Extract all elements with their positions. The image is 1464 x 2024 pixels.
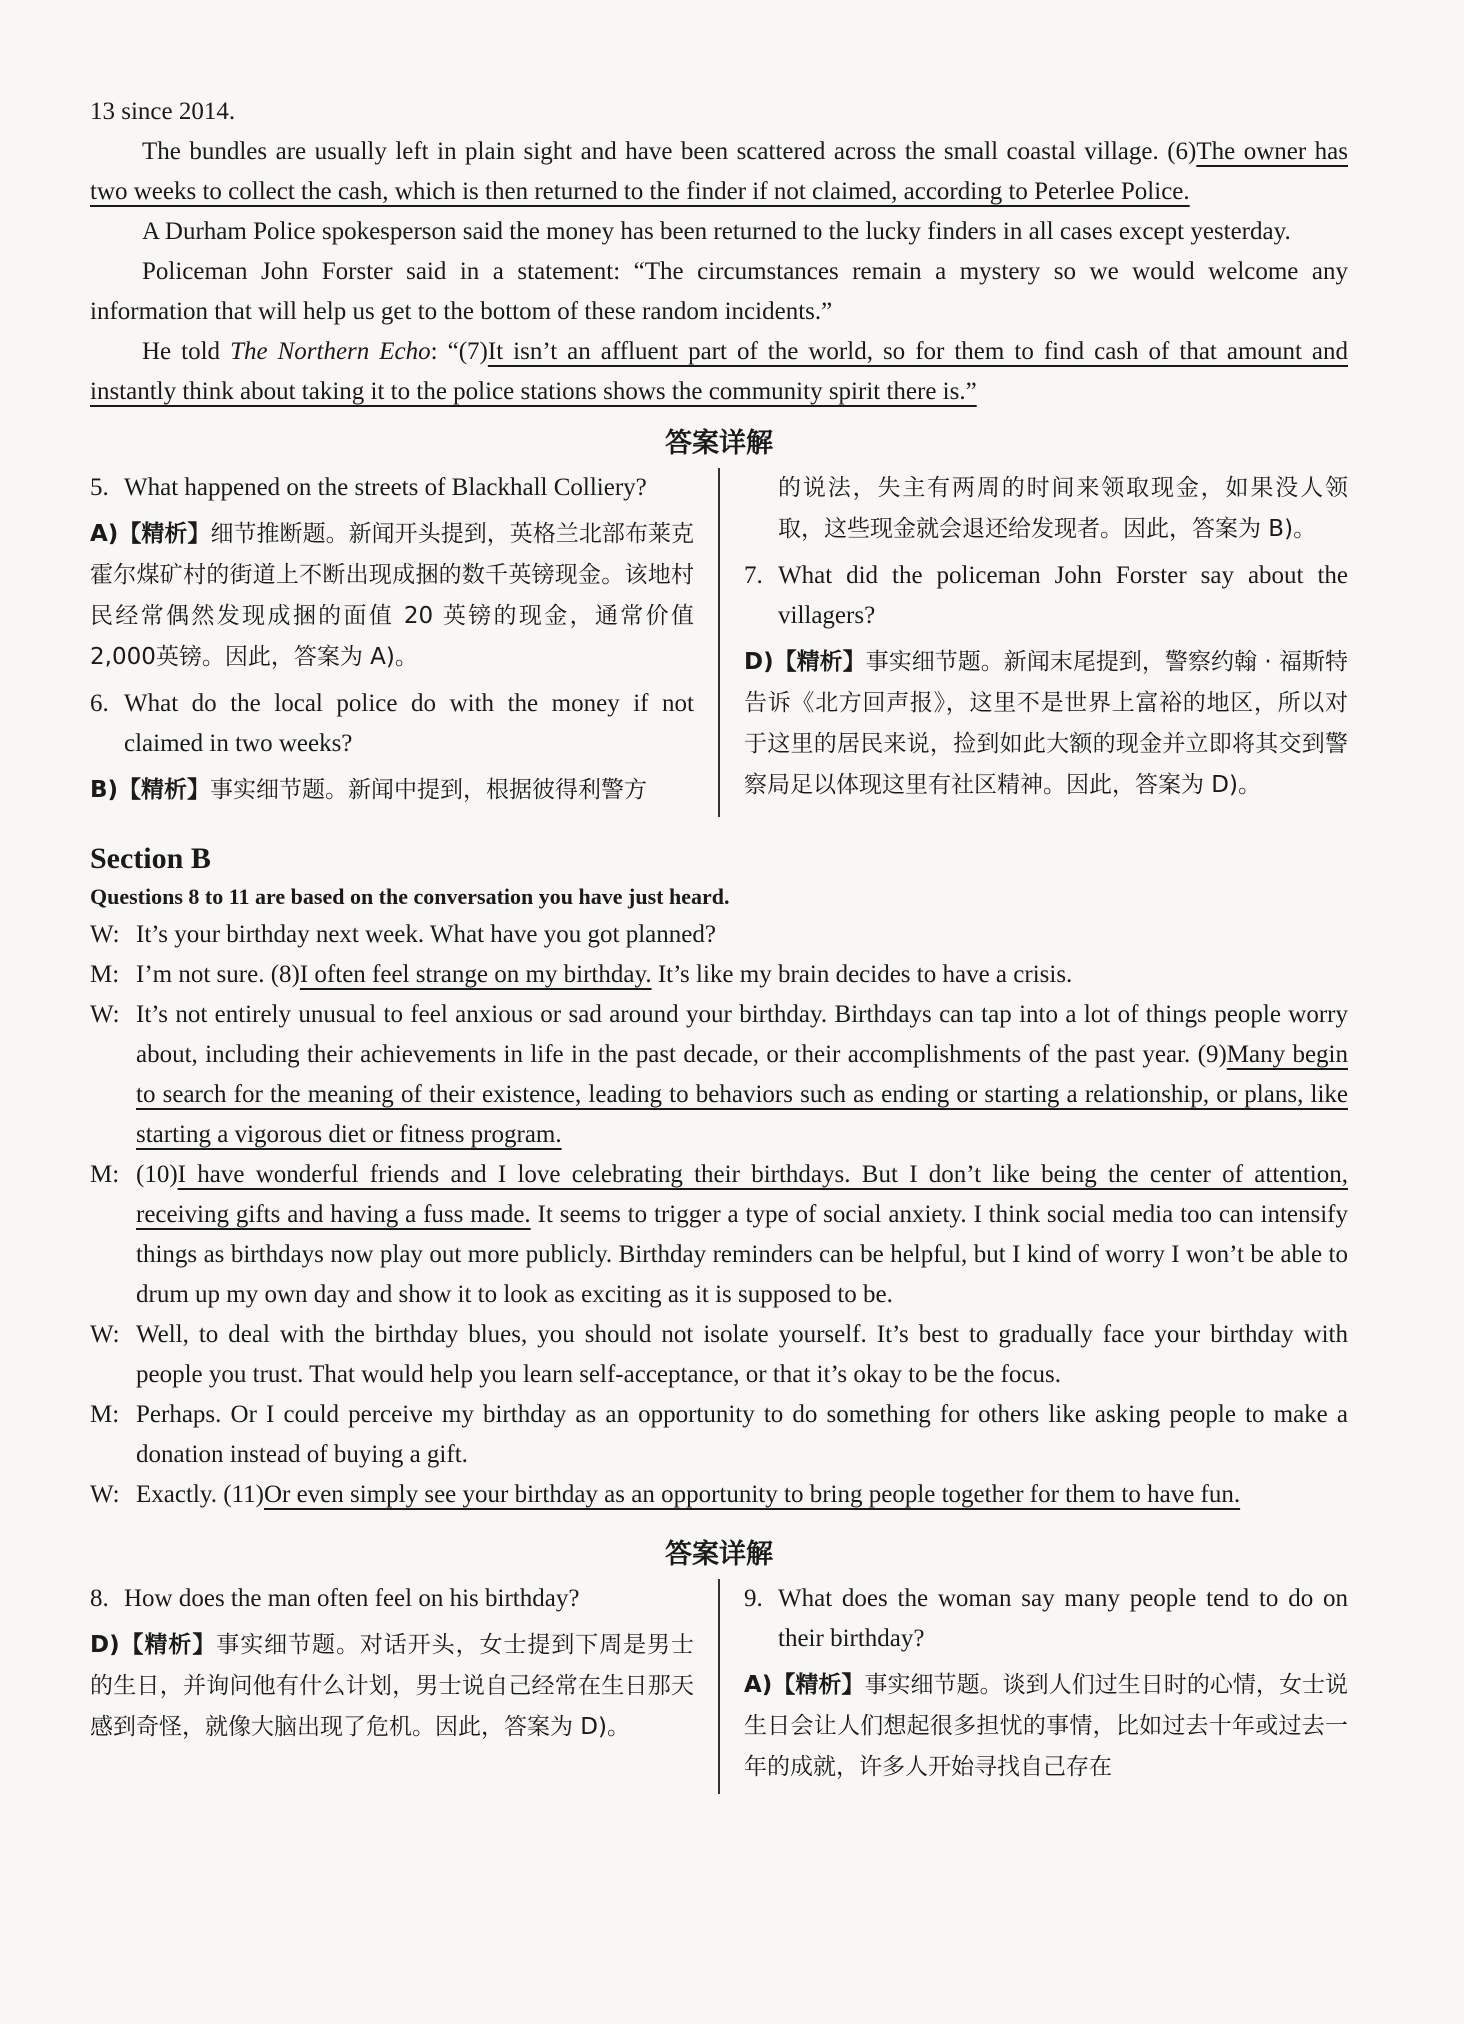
answer-5 xyxy=(90,514,694,678)
text-span: It’s not entirely unusual to feel anxious or sad around your birthday. Birthdays can tap into a lot of things people worry about, including their achievements in life in the past decade, or their accomplishments of the past year. (9) xyxy=(136,1001,1348,1068)
dialogue-turn xyxy=(90,915,1348,955)
utterance xyxy=(136,1155,1348,1315)
passage-paragraph xyxy=(90,132,1348,212)
answer-letter: D) xyxy=(90,1632,120,1658)
text-span: It seems to trigger a type of social anxiety. I think social media too can intensify things as birthdays now play out more publicly. Birthday reminders can be helpful, but I kind of worry I won’t be able to drum up my own day and show it to look as exciting as it is supposed to be. xyxy=(136,1201,1348,1308)
utterance: Well, to deal with the birthday blues, you should not isolate yourself. It’s best to gradually face your birthday with people you trust. That would help you learn self-acceptance, or that it’s okay to be the focus. xyxy=(136,1321,1348,1388)
speaker-label: W: xyxy=(90,1001,120,1028)
question-number: 5. xyxy=(90,474,109,501)
speaker-label: M: xyxy=(90,961,120,988)
answer-explanation: 事实细节题。对话开头，女士提到下周是男士的生日，并询问他有什么计划，男士说自己经常在生日那天感到奇怪，就像大脑出现了危机。因此，答案为 D)。 xyxy=(90,1632,695,1740)
utterance: It’s your birthday next week. What have you got planned? xyxy=(136,921,716,948)
underlined-key-sentence: I often feel strange on my birthday. xyxy=(299,961,652,988)
question-number: 9. xyxy=(744,1585,763,1612)
passage-line: 13 since 2014. xyxy=(90,98,236,125)
question-text: How does the man often feel on his birthday? xyxy=(124,1585,580,1612)
answer-explanation: 细节推断题。新闻开头提到，英格兰北部布莱克霍尔煤矿村的街道上不断出现成捆的数千英镑现金。该地村民经常偶然发现成捆的面值 20 英镑的现金，通常价值2,000英镑。因此，答案为 A)。 xyxy=(90,521,695,670)
underlined-key-sentence: Many begin to search for the meaning of their existence, leading to behaviors such as ending or starting a relationship, or plans, like starting a vigorous diet or fitness program. xyxy=(136,1041,1348,1148)
underlined-key-sentence: Or even simply see your birthday as an opportunity to bring people together for them to have fun. xyxy=(263,1481,1241,1508)
answer-letter: A) xyxy=(744,1672,773,1698)
text-span: Exactly. (11) xyxy=(136,1481,264,1508)
question-number: 7. xyxy=(744,562,763,589)
question-number: 8. xyxy=(90,1585,109,1612)
speaker-label: W: xyxy=(90,1481,120,1508)
text-span: It’s like my brain decides to have a crisis. xyxy=(651,961,1073,988)
underlined-key-sentence: It isn’t an affluent part of the world, so for them to find cash of that amount and instantly think about taking it to the police stations shows the community spirit there is.” xyxy=(90,338,1348,405)
question-text: What did the policeman John Forster say about the villagers? xyxy=(778,562,1348,629)
dialogue-turn xyxy=(90,1155,1348,1315)
utterance xyxy=(136,955,1348,995)
analysis-tag: 【精析】 xyxy=(118,521,211,547)
passage-paragraph xyxy=(90,332,1348,412)
answer-explanation: 事实细节题。新闻末尾提到，警察约翰 · 福斯特告诉《北方回声报》，这里不是世界上富裕的地区，所以对于这里的居民来说，捡到如此大额的现金并立即将其交到警察局足以体现这里有社区精神。因此，答案为 D)。 xyxy=(744,649,1349,798)
answer-8 xyxy=(90,1625,694,1748)
question-7 xyxy=(744,556,1348,636)
answer-column-right xyxy=(720,468,1348,817)
answer-letter: B) xyxy=(90,777,119,803)
question-5 xyxy=(90,468,694,508)
question-text: What happened on the streets of Blackhall Colliery? xyxy=(124,474,647,501)
question-text: What does the woman say many people tend to do on their birthday? xyxy=(778,1585,1348,1652)
underlined-key-sentence: The owner has two weeks to collect the cash, which is then returned to the finder if not claimed, according to Peterlee Police. xyxy=(90,138,1349,205)
analysis-tag: 【精析】 xyxy=(119,1632,217,1658)
passage-paragraph: A Durham Police spokesperson said the money has been returned to the lucky finders in all cases except yesterday. xyxy=(142,218,1291,245)
passage-paragraph: Policeman John Forster said in a statement: “The circumstances remain a mystery so we would welcome any information that will help us get to the bottom of these random incidents.” xyxy=(90,258,1348,325)
dialogue-turn xyxy=(90,955,1348,995)
question-8 xyxy=(90,1579,694,1619)
analysis-tag: 【精析】 xyxy=(773,649,866,675)
utterance xyxy=(136,995,1348,1155)
text-span: (10) xyxy=(136,1161,178,1188)
answer-explanation: 事实细节题。新闻中提到，根据彼得利警方 xyxy=(210,777,648,803)
questions-intro: Questions 8 to 11 are based on the conversation you have just heard. xyxy=(90,884,730,909)
text-span: : “(7) xyxy=(430,338,488,365)
question-number: 6. xyxy=(90,690,109,717)
dialogue-turn xyxy=(90,1315,1348,1395)
utterance xyxy=(136,1475,1348,1515)
answer-heading: 答案详解 xyxy=(665,428,773,459)
underlined-key-sentence: I have wonderful friends and I love celebrating their birthdays. But I don’t like being the center of attention, receiving gifts and having a fuss made. xyxy=(136,1161,1348,1228)
question-text: What do the local police do with the money if not claimed in two weeks? xyxy=(124,690,694,757)
content xyxy=(90,92,1348,1794)
dialogue-turn xyxy=(90,995,1348,1155)
speaker-label: W: xyxy=(90,921,120,948)
analysis-tag: 【精析】 xyxy=(772,1672,865,1698)
answer-9 xyxy=(744,1665,1348,1788)
answer-column-left xyxy=(90,1579,720,1794)
dialogue-turn xyxy=(90,1395,1348,1475)
text-span: I’m not sure. (8) xyxy=(136,961,300,988)
answer-6 xyxy=(90,770,694,811)
answer-columns xyxy=(90,1579,1348,1794)
answer-columns xyxy=(90,468,1348,817)
speaker-label: M: xyxy=(90,1401,120,1428)
section-title: Section B xyxy=(90,842,211,875)
text-span: The bundles are usually left in plain sight and have been scattered across the small coastal village. (6) xyxy=(142,138,1197,165)
question-6 xyxy=(90,684,694,764)
speaker-label: M: xyxy=(90,1161,120,1188)
analysis-tag: 【精析】 xyxy=(118,777,211,803)
answer-column-left xyxy=(90,468,720,817)
question-9 xyxy=(744,1579,1348,1659)
answer-column-right xyxy=(720,1579,1348,1794)
answer-explanation-continued: 的说法，失主有两周的时间来领取现金，如果没人领取，这些现金就会退还给发现者。因此，答案为 B)。 xyxy=(778,475,1348,542)
newspaper-title: The Northern Echo xyxy=(230,338,431,365)
dialogue-turn xyxy=(90,1475,1348,1515)
speaker-label: W: xyxy=(90,1321,120,1348)
answer-letter: D) xyxy=(744,649,774,675)
answer-explanation: 事实细节题。谈到人们过生日时的心情，女士说生日会让人们想起很多担忧的事情，比如过去十年或过去一年的成就，许多人开始寻找自己存在 xyxy=(744,1672,1349,1780)
answer-heading: 答案详解 xyxy=(665,1539,773,1570)
utterance: Perhaps. Or I could perceive my birthday as an opportunity to do something for others like asking people to make a donation instead of buying a gift. xyxy=(136,1401,1348,1468)
answer-7 xyxy=(744,642,1348,806)
text-span: He told xyxy=(142,338,231,365)
answer-letter: A) xyxy=(90,521,119,547)
